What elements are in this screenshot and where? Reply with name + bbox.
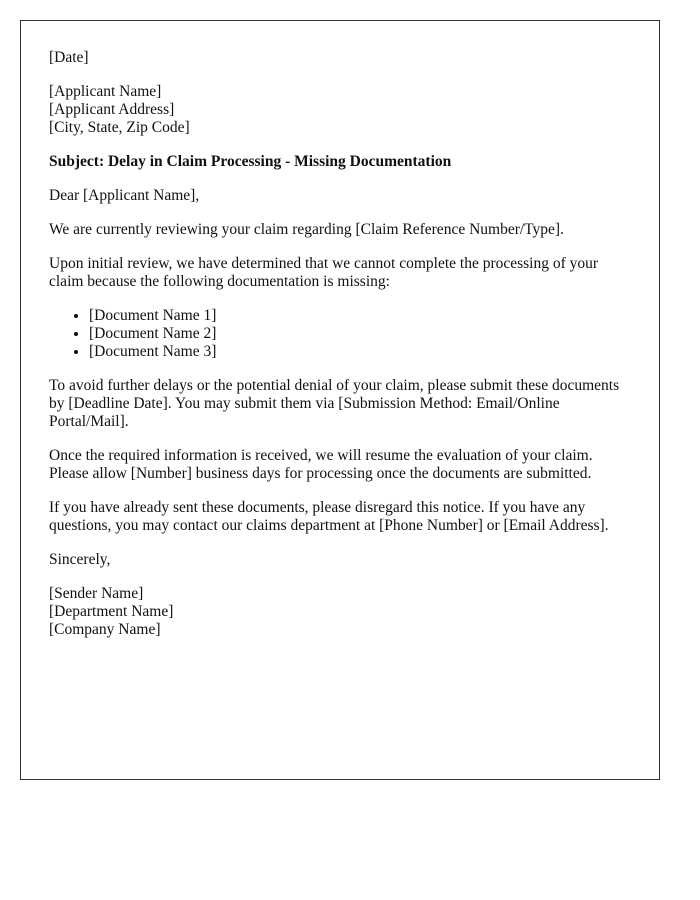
recipient-address: [Applicant Address]: [49, 101, 175, 118]
recipient-city-state-zip: [City, State, Zip Code]: [49, 119, 190, 136]
closing: Sincerely,: [49, 551, 111, 568]
subject-line: Subject: Delay in Claim Processing - Missing Documentation: [49, 153, 452, 170]
paragraph-claim-review: We are currently reviewing your claim regarding [Claim Reference Number/Type].: [49, 221, 564, 238]
sender-name: [Sender Name]: [49, 585, 144, 602]
letter-page: [20, 20, 660, 780]
signature-block: [49, 585, 631, 639]
list-item: • [Document Name 1]: [89, 307, 631, 325]
paragraph-contact: If you have already sent these documents, please disregard this notice. If you have any questions, you may contact our claims department at [Phone Number] or [Email Address].: [49, 499, 609, 534]
salutation: Dear [Applicant Name],: [49, 187, 200, 204]
letter-date: [Date]: [49, 49, 89, 66]
sender-department: [Department Name]: [49, 603, 174, 620]
list-item: • [Document Name 2]: [89, 325, 631, 343]
sender-company: [Company Name]: [49, 621, 161, 638]
paragraph-processing-time: Once the required information is received, we will resume the evaluation of your claim. Please allow [Number] business days for processing once the documents are submitted.: [49, 447, 593, 482]
paragraph-deadline: To avoid further delays or the potential denial of your claim, please submit these documents by [Deadline Date]. You may submit them via [Submission Method: Email/Online Portal/Mail].: [49, 377, 620, 430]
recipient-name: [Applicant Name]: [49, 83, 162, 100]
paragraph-missing-docs-intro: Upon initial review, we have determined that we cannot complete the processing of your claim because the following documentation is missing:: [49, 255, 599, 290]
list-item: • [Document Name 3]: [89, 343, 631, 361]
recipient-block: [49, 83, 631, 137]
missing-documents-list: [49, 307, 631, 361]
